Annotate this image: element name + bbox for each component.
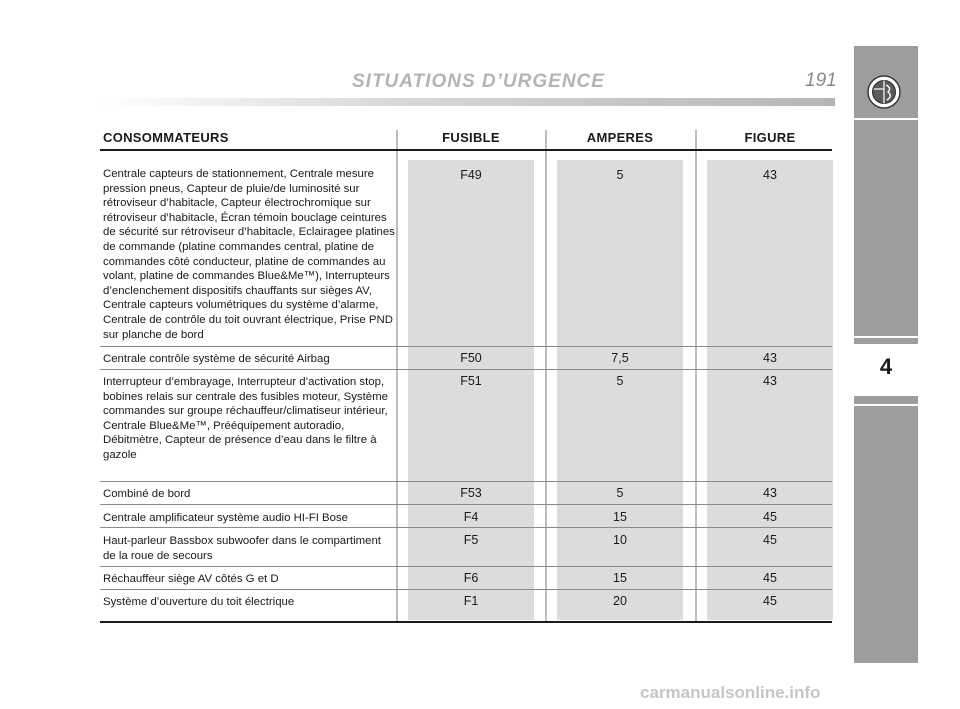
row-divider bbox=[100, 589, 832, 590]
column-separator bbox=[545, 130, 547, 622]
table-row-fuse: F4 bbox=[463, 510, 479, 524]
header-consumers: CONSOMMATEURS bbox=[103, 130, 229, 145]
table-row-desc: Centrale contrôle système de sécurité Airbag bbox=[103, 353, 330, 365]
table-row-fuse: F50 bbox=[460, 351, 482, 365]
table-row-fuse: F51 bbox=[460, 374, 482, 388]
amperes-column-bg bbox=[557, 160, 683, 620]
chapter-tab-number: 4 bbox=[879, 354, 893, 379]
table-row-figure: 45 bbox=[763, 533, 777, 547]
table-row-figure: 43 bbox=[763, 374, 777, 388]
column-separator bbox=[695, 130, 697, 622]
row-divider bbox=[100, 346, 832, 347]
table-row-figure: 43 bbox=[763, 351, 777, 365]
table-row-fuse: F5 bbox=[463, 533, 479, 547]
table-row-amperes: 5 bbox=[616, 486, 624, 500]
page-title: SITUATIONS D’URGENCE bbox=[352, 71, 605, 92]
brand-logo-icon bbox=[867, 75, 901, 109]
table-row-figure: 45 bbox=[763, 571, 777, 585]
table-row-fuse: F1 bbox=[463, 594, 479, 608]
sidebar-divider bbox=[854, 404, 918, 406]
header-amperes: AMPERES bbox=[586, 130, 654, 145]
table-row-fuse: F49 bbox=[460, 168, 482, 182]
table-header-rule bbox=[100, 149, 832, 151]
table-row-amperes: 20 bbox=[613, 594, 627, 608]
column-separator bbox=[396, 130, 398, 622]
fuse-column-bg bbox=[408, 160, 534, 620]
table-row-desc: Combiné de bord bbox=[103, 488, 191, 500]
table-row-amperes: 5 bbox=[616, 374, 624, 388]
table-row-fuse: F6 bbox=[463, 571, 479, 585]
table-row-figure: 43 bbox=[763, 486, 777, 500]
table-row-desc: Centrale amplificateur système audio HI-FI Bose bbox=[103, 512, 348, 524]
header-figure: FIGURE bbox=[744, 130, 796, 145]
table-bottom-rule bbox=[100, 621, 832, 623]
table-row-figure: 45 bbox=[763, 594, 777, 608]
table-row-fuse: F53 bbox=[460, 486, 482, 500]
table-row-figure: 45 bbox=[763, 510, 777, 524]
table-row-desc: Réchauffeur siège AV côtés G et D bbox=[103, 573, 279, 585]
table-row-desc: Interrupteur d’embrayage, Interrupteur d’activation stop, bobines relais sur centrale des fusibles moteur, Système commandes sur groupe réchauffeur/climatiseur intérieur, Centrale Blue&Me™, Prééquipement autoradio, Débitmètre, Capteur de présence d’eau dans le filtre à gazole bbox=[103, 376, 388, 461]
row-divider bbox=[100, 527, 832, 528]
row-divider bbox=[100, 504, 832, 505]
sidebar-divider bbox=[854, 336, 918, 338]
row-divider bbox=[100, 369, 832, 370]
table-row-amperes: 7,5 bbox=[611, 351, 629, 365]
table-row-amperes: 15 bbox=[613, 510, 627, 524]
sidebar-divider bbox=[854, 118, 918, 120]
table-row-amperes: 15 bbox=[613, 571, 627, 585]
header-fuse: FUSIBLE bbox=[442, 130, 500, 145]
table-row-desc: Haut-parleur Bassbox subwoofer dans le compartiment de la roue de secours bbox=[103, 535, 381, 562]
table-row-desc: Système d’ouverture du toit électrique bbox=[103, 596, 295, 608]
table-row-desc: Centrale capteurs de stationnement, Centrale mesure pression pneus, Capteur de pluie/de luminosité sur rétroviseur d’habitacle, Capteur électrochromique sur rétroviseur d’habitacle, Écran témoin bouclage ceintures de sécurité sur rétroviseur d’habitacle, Eclairagee platines de commande (platine commandes central, platine de commandes côté conducteur, platine de commandes au volant, platine de commandes Blue&Me™), Interrupteurs d’enclenchement dispositifs chauffants sur sièges AV, Centrale capteurs volumétriques du système d’alarme, Centrale de contrôle du toit ouvrant électrique, Prise PND sur planche de bord bbox=[103, 168, 395, 341]
table-row-amperes: 10 bbox=[613, 533, 627, 547]
figure-column-bg bbox=[707, 160, 833, 620]
watermark: carmanualsonline.info bbox=[640, 683, 821, 702]
row-divider bbox=[100, 566, 832, 567]
row-divider bbox=[100, 481, 832, 482]
header-rule bbox=[100, 98, 835, 106]
table-row-amperes: 5 bbox=[616, 168, 624, 182]
table-row-figure: 43 bbox=[763, 168, 777, 182]
page-number: 191 bbox=[805, 70, 837, 91]
